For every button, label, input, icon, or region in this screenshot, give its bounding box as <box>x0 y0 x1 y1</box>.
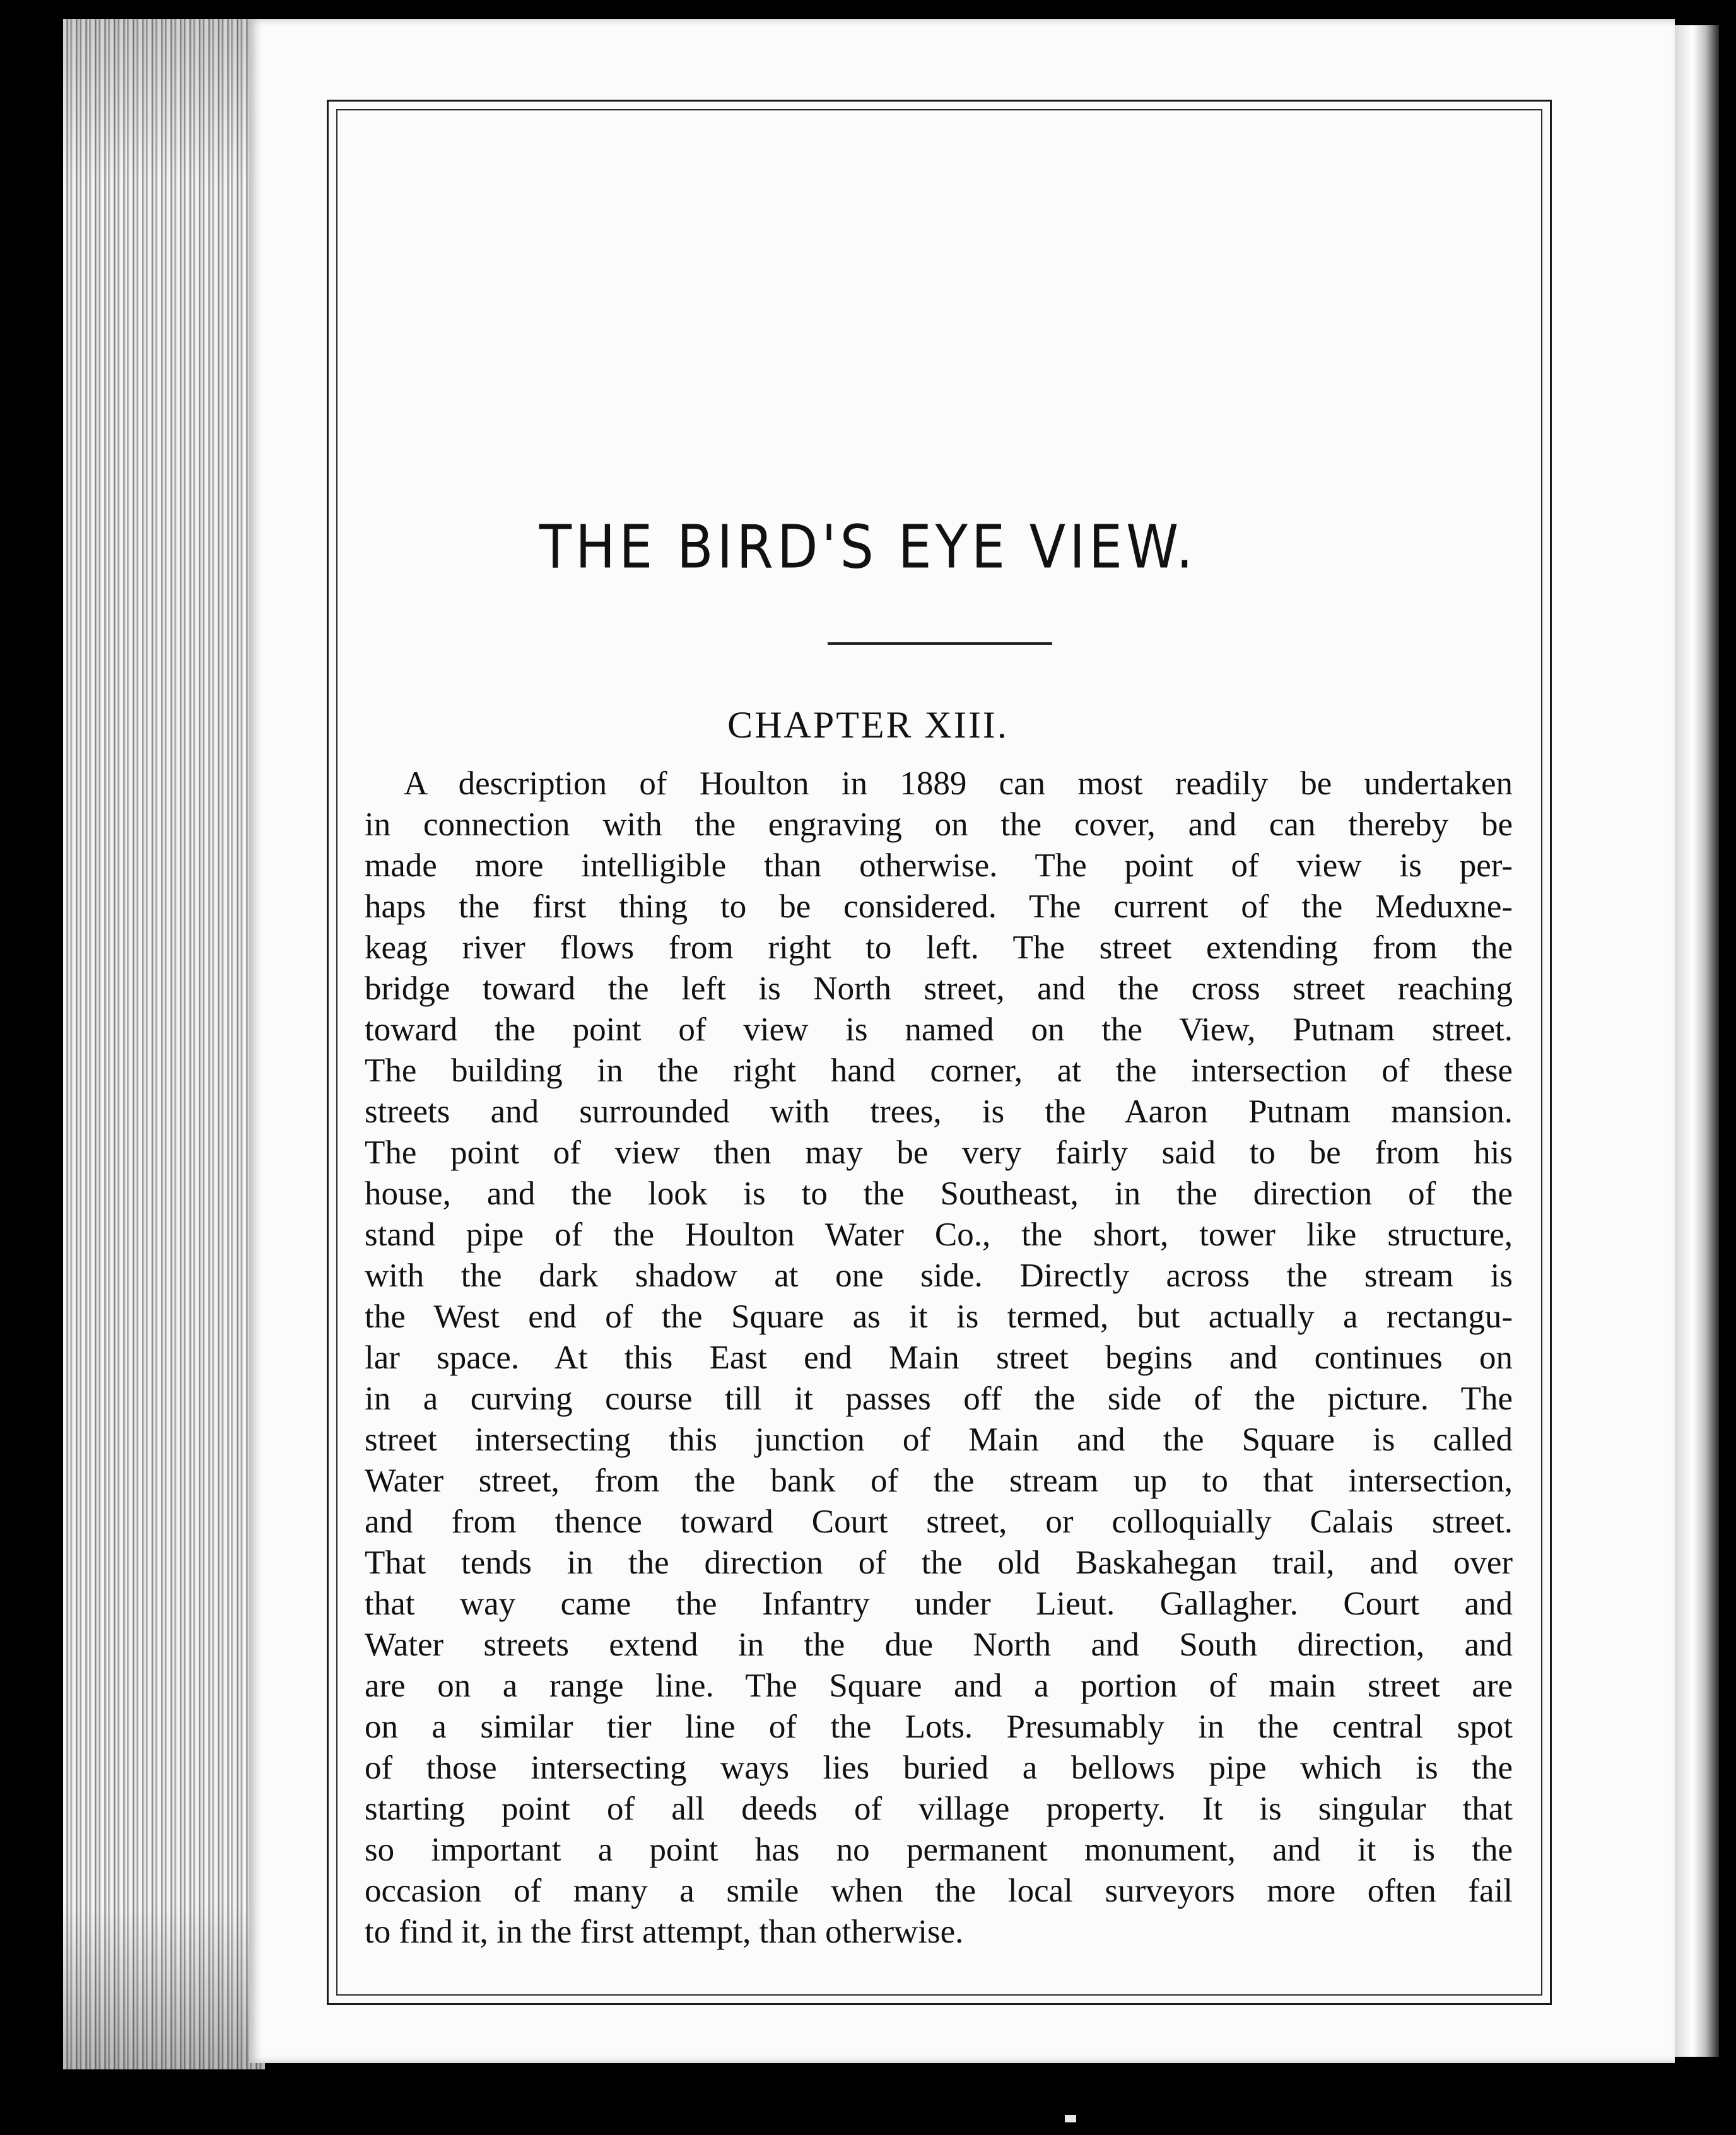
text-line: and from thence toward Court street, or colloquially Calais street. <box>365 1503 1513 1540</box>
chapter-heading: CHAPTER XIII. <box>727 704 1009 746</box>
text-line: lar space. At this East end Main street begins and continues on <box>365 1339 1513 1376</box>
text-line: made more intelligible than otherwise. The point of view is per- <box>365 847 1513 884</box>
text-line: streets and surrounded with trees, is the Aaron Putnam mansion. <box>365 1093 1513 1130</box>
text-line: house, and the look is to the Southeast, in the direction of the <box>365 1175 1513 1212</box>
text-line: keag river flows from right to left. The street extending from the <box>365 929 1513 966</box>
text-line: haps the first thing to be considered. The current of the Meduxne- <box>365 888 1513 925</box>
scan-artifact <box>1065 2115 1076 2122</box>
book-spine <box>1675 25 1719 2057</box>
text-line: A description of Houlton in 1889 can most readily be undertaken <box>404 765 1513 802</box>
text-line: so important a point has no permanent monument, and it is the <box>365 1832 1513 1868</box>
text-line: toward the point of view is named on the View, Putnam street. <box>365 1011 1513 1048</box>
text-line: with the dark shadow at one side. Directly across the stream is <box>365 1257 1513 1294</box>
text-line: in connection with the engraving on the cover, and can thereby be <box>365 806 1513 843</box>
text-line: are on a range line. The Square and a portion of main street are <box>365 1667 1513 1704</box>
text-line: bridge toward the left is North street, and the cross street reaching <box>365 970 1513 1007</box>
body-paragraph <box>365 763 1513 1953</box>
text-line: on a similar tier line of the Lots. Presumably in the central spot <box>365 1709 1513 1745</box>
text-line: starting point of all deeds of village property. It is singular that <box>365 1791 1513 1827</box>
title-divider <box>828 642 1052 645</box>
text-line: That tends in the direction of the old Baskahegan trail, and over <box>365 1544 1513 1581</box>
text-line: The point of view then may be very fairly said to be from his <box>365 1134 1513 1171</box>
text-line: of those intersecting ways lies buried a bellows pipe which is the <box>365 1750 1513 1786</box>
text-line: Water streets extend in the due North and South direction, and <box>365 1626 1513 1663</box>
book-page-edges <box>63 19 265 2069</box>
text-line: Water street, from the bank of the stream up to that intersection, <box>365 1462 1513 1499</box>
text-line: stand pipe of the Houlton Water Co., the short, tower like structure, <box>365 1216 1513 1253</box>
text-line: to find it, in the first attempt, than otherwise. <box>365 1914 964 1950</box>
page-title: THE BIRD'S EYE VIEW. <box>539 512 1197 582</box>
text-line: in a curving course till it passes off the side of the picture. The <box>365 1380 1513 1417</box>
text-line: The building in the right hand corner, at the intersection of these <box>365 1052 1513 1089</box>
text-line: the West end of the Square as it is termed, but actually a rectangu- <box>365 1298 1513 1335</box>
text-line: street intersecting this junction of Main and the Square is called <box>365 1421 1513 1458</box>
text-line: that way came the Infantry under Lieut. Gallagher. Court and <box>365 1585 1513 1622</box>
text-line: occasion of many a smile when the local surveyors more often fail <box>365 1873 1513 1909</box>
